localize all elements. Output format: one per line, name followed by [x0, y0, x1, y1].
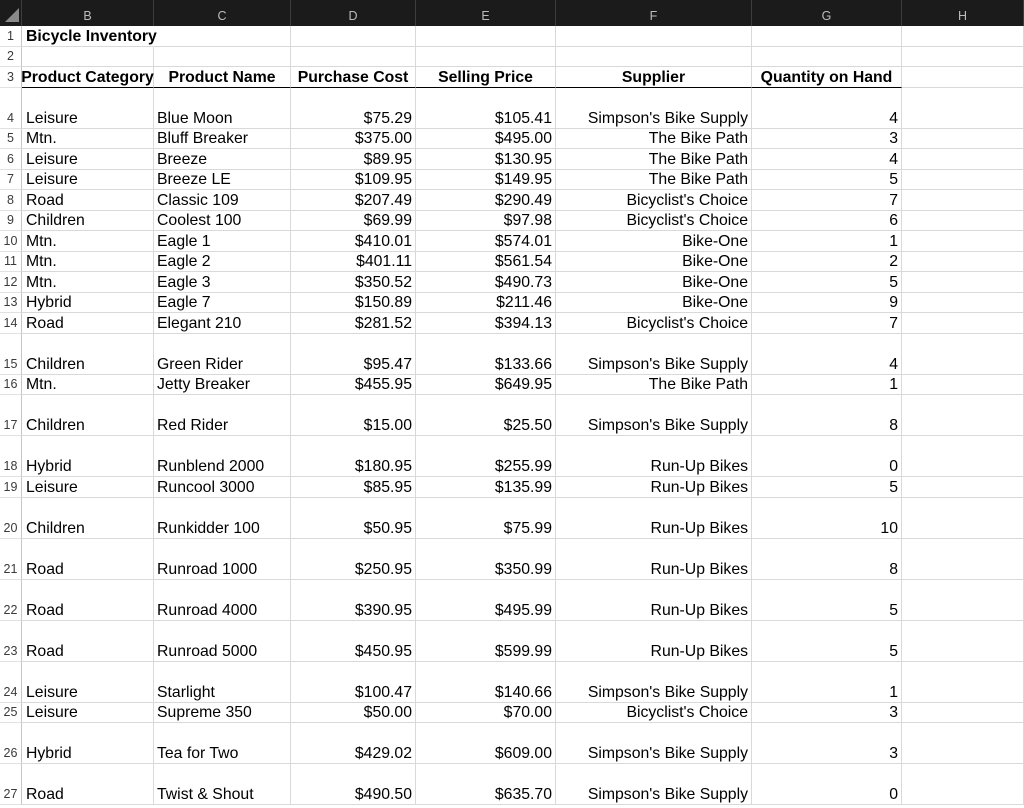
supplier-cell[interactable]: The Bike Path: [556, 149, 752, 170]
supplier-cell[interactable]: Run-Up Bikes: [556, 498, 752, 539]
row-header-23[interactable]: 23: [0, 621, 22, 662]
quantity-on-hand-cell[interactable]: 4: [752, 149, 902, 170]
supplier-cell[interactable]: Bicyclist's Choice: [556, 703, 752, 724]
quantity-on-hand-cell[interactable]: 2: [752, 252, 902, 273]
supplier-cell[interactable]: Simpson's Bike Supply: [556, 334, 752, 375]
empty-cell[interactable]: [902, 539, 1024, 580]
purchase-cost-header[interactable]: Purchase Cost: [291, 67, 416, 88]
purchase-cost-cell[interactable]: $455.95: [291, 375, 416, 396]
purchase-cost-cell[interactable]: $50.00: [291, 703, 416, 724]
sheet-row: [0, 395, 1024, 436]
product-category-cell[interactable]: Children: [22, 395, 154, 436]
product-name-cell[interactable]: Tea for Two: [154, 723, 291, 764]
empty-cell[interactable]: [902, 436, 1024, 477]
row-header-25[interactable]: 25: [0, 703, 22, 724]
purchase-cost-cell[interactable]: $69.99: [291, 211, 416, 232]
product-category-cell[interactable]: Leisure: [22, 703, 154, 724]
supplier-cell[interactable]: Simpson's Bike Supply: [556, 395, 752, 436]
empty-cell[interactable]: [902, 47, 1024, 68]
selling-price-cell[interactable]: $97.98: [416, 211, 556, 232]
quantity-on-hand-cell[interactable]: 0: [752, 436, 902, 477]
product-name-cell[interactable]: Runroad 1000: [154, 539, 291, 580]
row-header-15[interactable]: 15: [0, 334, 22, 375]
purchase-cost-cell[interactable]: $50.95: [291, 498, 416, 539]
quantity-on-hand-cell[interactable]: 3: [752, 703, 902, 724]
sheet-row: [0, 621, 1024, 662]
quantity-on-hand-cell[interactable]: 5: [752, 272, 902, 293]
supplier-cell[interactable]: Simpson's Bike Supply: [556, 764, 752, 805]
empty-cell[interactable]: [902, 313, 1024, 334]
quantity-on-hand-cell[interactable]: 4: [752, 88, 902, 129]
quantity-on-hand-cell[interactable]: 6: [752, 211, 902, 232]
selling-price-cell[interactable]: $394.13: [416, 313, 556, 334]
supplier-cell[interactable]: Simpson's Bike Supply: [556, 88, 752, 129]
selling-price-cell[interactable]: $75.99: [416, 498, 556, 539]
sheet-row: [0, 149, 1024, 170]
sheet-row: [0, 764, 1024, 805]
row-header-1[interactable]: 1: [0, 26, 22, 47]
empty-cell[interactable]: [902, 395, 1024, 436]
selling-price-cell[interactable]: $135.99: [416, 477, 556, 498]
empty-cell[interactable]: [902, 170, 1024, 191]
column-header-d[interactable]: D: [291, 0, 416, 26]
product-name-cell[interactable]: Breeze: [154, 149, 291, 170]
sheet-row: [0, 47, 1024, 68]
product-name-cell[interactable]: Eagle 7: [154, 293, 291, 314]
empty-cell[interactable]: [902, 211, 1024, 232]
product-name-cell[interactable]: Runroad 4000: [154, 580, 291, 621]
sheet-row: [0, 211, 1024, 232]
empty-cell[interactable]: [902, 129, 1024, 150]
supplier-cell[interactable]: The Bike Path: [556, 375, 752, 396]
row-header-19[interactable]: 19: [0, 477, 22, 498]
purchase-cost-cell[interactable]: $207.49: [291, 190, 416, 211]
column-header-g[interactable]: G: [752, 0, 902, 26]
quantity-on-hand-cell[interactable]: 0: [752, 764, 902, 805]
purchase-cost-cell[interactable]: $85.95: [291, 477, 416, 498]
purchase-cost-cell[interactable]: $95.47: [291, 334, 416, 375]
product-name-cell[interactable]: Eagle 2: [154, 252, 291, 273]
supplier-cell[interactable]: Bike-One: [556, 252, 752, 273]
product-name-cell[interactable]: Supreme 350: [154, 703, 291, 724]
product-category-cell[interactable]: Mtn.: [22, 375, 154, 396]
product-category-cell[interactable]: Mtn.: [22, 129, 154, 150]
row-header-17[interactable]: 17: [0, 395, 22, 436]
column-header-h[interactable]: H: [902, 0, 1024, 26]
product-category-cell[interactable]: Children: [22, 498, 154, 539]
product-category-cell[interactable]: Hybrid: [22, 293, 154, 314]
supplier-cell[interactable]: Run-Up Bikes: [556, 539, 752, 580]
selling-price-cell[interactable]: $105.41: [416, 88, 556, 129]
selling-price-cell[interactable]: $133.66: [416, 334, 556, 375]
sheet-row: [0, 190, 1024, 211]
quantity-on-hand-cell[interactable]: 10: [752, 498, 902, 539]
sheet-row: [0, 580, 1024, 621]
purchase-cost-cell[interactable]: $15.00: [291, 395, 416, 436]
row-header-16[interactable]: 16: [0, 375, 22, 396]
column-header-c[interactable]: C: [154, 0, 291, 26]
selling-price-cell[interactable]: $211.46: [416, 293, 556, 314]
selling-price-cell[interactable]: $495.00: [416, 129, 556, 150]
empty-cell[interactable]: [902, 662, 1024, 703]
supplier-cell[interactable]: Bicyclist's Choice: [556, 313, 752, 334]
empty-cell[interactable]: [752, 26, 902, 47]
row-header-6[interactable]: 6: [0, 149, 22, 170]
sheet-row: [0, 170, 1024, 191]
purchase-cost-cell[interactable]: $150.89: [291, 293, 416, 314]
row-header-26[interactable]: 26: [0, 723, 22, 764]
product-category-cell[interactable]: Mtn.: [22, 231, 154, 252]
purchase-cost-cell[interactable]: $281.52: [291, 313, 416, 334]
product-name-cell[interactable]: Eagle 3: [154, 272, 291, 293]
sheet-row: [0, 723, 1024, 764]
purchase-cost-cell[interactable]: $375.00: [291, 129, 416, 150]
product-name-cell[interactable]: Starlight: [154, 662, 291, 703]
quantity-on-hand-cell[interactable]: 5: [752, 621, 902, 662]
product-category-cell[interactable]: Mtn.: [22, 252, 154, 273]
row-header-20[interactable]: 20: [0, 498, 22, 539]
empty-cell[interactable]: [902, 703, 1024, 724]
row-header-9[interactable]: 9: [0, 211, 22, 232]
empty-cell[interactable]: [416, 26, 556, 47]
row-header-3[interactable]: 3: [0, 67, 22, 88]
quantity-on-hand-header[interactable]: Quantity on Hand: [752, 67, 902, 88]
empty-cell[interactable]: [902, 293, 1024, 314]
quantity-on-hand-cell[interactable]: 8: [752, 539, 902, 580]
sheet-row: [0, 88, 1024, 129]
product-category-cell[interactable]: Road: [22, 764, 154, 805]
row-header-21[interactable]: 21: [0, 539, 22, 580]
product-category-cell[interactable]: Road: [22, 580, 154, 621]
empty-cell[interactable]: [902, 580, 1024, 621]
quantity-on-hand-cell[interactable]: 1: [752, 375, 902, 396]
selling-price-cell[interactable]: $561.54: [416, 252, 556, 273]
product-name-cell[interactable]: Green Rider: [154, 334, 291, 375]
sheet-row: [0, 703, 1024, 724]
empty-cell[interactable]: [556, 26, 752, 47]
supplier-cell[interactable]: Bike-One: [556, 231, 752, 252]
sheet-row: [0, 272, 1024, 293]
selling-price-cell[interactable]: $574.01: [416, 231, 556, 252]
product-name-cell[interactable]: Runblend 2000: [154, 436, 291, 477]
empty-cell[interactable]: [556, 47, 752, 68]
empty-cell[interactable]: [902, 149, 1024, 170]
selling-price-cell[interactable]: $290.49: [416, 190, 556, 211]
purchase-cost-cell[interactable]: $89.95: [291, 149, 416, 170]
sheet-row: [0, 436, 1024, 477]
product-category-header[interactable]: Product Category: [21, 68, 154, 86]
purchase-cost-cell[interactable]: $450.95: [291, 621, 416, 662]
quantity-on-hand-cell[interactable]: 4: [752, 334, 902, 375]
product-category-cell[interactable]: Road: [22, 190, 154, 211]
supplier-header[interactable]: Supplier: [556, 67, 752, 88]
supplier-cell[interactable]: Simpson's Bike Supply: [556, 662, 752, 703]
quantity-on-hand-cell[interactable]: 5: [752, 580, 902, 621]
empty-cell[interactable]: [902, 334, 1024, 375]
supplier-cell[interactable]: Run-Up Bikes: [556, 621, 752, 662]
quantity-on-hand-cell[interactable]: 9: [752, 293, 902, 314]
sheet-title-cell[interactable]: Bicycle Inventory: [22, 26, 154, 47]
product-name-cell[interactable]: Runroad 5000: [154, 621, 291, 662]
empty-cell[interactable]: [154, 26, 291, 47]
row-header-24[interactable]: 24: [0, 662, 22, 703]
sheet-row: [0, 129, 1024, 150]
product-name-cell[interactable]: Jetty Breaker: [154, 375, 291, 396]
product-name-cell[interactable]: Blue Moon: [154, 88, 291, 129]
supplier-cell[interactable]: Run-Up Bikes: [556, 580, 752, 621]
selling-price-cell[interactable]: $599.99: [416, 621, 556, 662]
column-header-b[interactable]: B: [22, 0, 154, 26]
empty-cell[interactable]: [902, 252, 1024, 273]
product-category-cell[interactable]: Leisure: [22, 170, 154, 191]
sheet-row: [0, 293, 1024, 314]
selling-price-cell[interactable]: $495.99: [416, 580, 556, 621]
product-name-cell[interactable]: Classic 109: [154, 190, 291, 211]
row-header-18[interactable]: 18: [0, 436, 22, 477]
supplier-cell[interactable]: The Bike Path: [556, 170, 752, 191]
product-name-cell[interactable]: Elegant 210: [154, 313, 291, 334]
selling-price-cell[interactable]: $130.95: [416, 149, 556, 170]
row-header-10[interactable]: 10: [0, 231, 22, 252]
purchase-cost-cell[interactable]: $100.47: [291, 662, 416, 703]
empty-cell[interactable]: [902, 375, 1024, 396]
product-category-cell[interactable]: Leisure: [22, 477, 154, 498]
quantity-on-hand-cell[interactable]: 1: [752, 231, 902, 252]
row-header-14[interactable]: 14: [0, 313, 22, 334]
quantity-on-hand-cell[interactable]: 5: [752, 170, 902, 191]
selling-price-cell[interactable]: $70.00: [416, 703, 556, 724]
purchase-cost-cell[interactable]: $390.95: [291, 580, 416, 621]
sheet-row: [0, 334, 1024, 375]
selling-price-cell[interactable]: $649.95: [416, 375, 556, 396]
product-name-header[interactable]: Product Name: [154, 67, 291, 88]
sheet-row: [0, 498, 1024, 539]
sheet-row: [0, 67, 1024, 88]
purchase-cost-cell[interactable]: $350.52: [291, 272, 416, 293]
row-header-27[interactable]: 27: [0, 764, 22, 805]
selling-price-cell[interactable]: $609.00: [416, 723, 556, 764]
row-header-4[interactable]: 4: [0, 88, 22, 129]
empty-cell[interactable]: [291, 26, 416, 47]
empty-cell[interactable]: [902, 231, 1024, 252]
quantity-on-hand-cell[interactable]: 8: [752, 395, 902, 436]
product-name-cell[interactable]: Coolest 100: [154, 211, 291, 232]
quantity-on-hand-cell[interactable]: 1: [752, 662, 902, 703]
product-name-cell[interactable]: Runcool 3000: [154, 477, 291, 498]
purchase-cost-cell[interactable]: $109.95: [291, 170, 416, 191]
quantity-on-hand-cell[interactable]: 7: [752, 313, 902, 334]
empty-cell[interactable]: [902, 498, 1024, 539]
worksheet-grid: [0, 26, 1024, 805]
selling-price-cell[interactable]: $149.95: [416, 170, 556, 191]
supplier-cell[interactable]: Bicyclist's Choice: [556, 190, 752, 211]
product-name-cell[interactable]: Red Rider: [154, 395, 291, 436]
sheet-row: [0, 313, 1024, 334]
product-name-cell[interactable]: Eagle 1: [154, 231, 291, 252]
supplier-cell[interactable]: Bicyclist's Choice: [556, 211, 752, 232]
selling-price-cell[interactable]: $635.70: [416, 764, 556, 805]
product-name-cell[interactable]: Twist & Shout: [154, 764, 291, 805]
empty-cell[interactable]: [416, 47, 556, 68]
quantity-on-hand-cell[interactable]: 5: [752, 477, 902, 498]
purchase-cost-cell[interactable]: $75.29: [291, 88, 416, 129]
purchase-cost-cell[interactable]: $429.02: [291, 723, 416, 764]
selling-price-header[interactable]: Selling Price: [416, 67, 556, 88]
product-category-cell[interactable]: Children: [22, 211, 154, 232]
column-header-bar: [0, 0, 1024, 26]
product-category-cell[interactable]: Leisure: [22, 662, 154, 703]
quantity-on-hand-cell[interactable]: 3: [752, 723, 902, 764]
empty-cell[interactable]: [902, 477, 1024, 498]
product-name-cell[interactable]: Runkidder 100: [154, 498, 291, 539]
empty-cell[interactable]: [291, 47, 416, 68]
product-category-cell[interactable]: Road: [22, 313, 154, 334]
sheet-row: [0, 375, 1024, 396]
product-name-cell[interactable]: Bluff Breaker: [154, 129, 291, 150]
row-header-22[interactable]: 22: [0, 580, 22, 621]
product-category-cell[interactable]: Hybrid: [22, 436, 154, 477]
empty-cell[interactable]: [902, 621, 1024, 662]
purchase-cost-cell[interactable]: $180.95: [291, 436, 416, 477]
supplier-cell[interactable]: Run-Up Bikes: [556, 477, 752, 498]
row-header-12[interactable]: 12: [0, 272, 22, 293]
empty-cell[interactable]: [902, 26, 1024, 47]
supplier-cell[interactable]: Bike-One: [556, 293, 752, 314]
product-category-cell[interactable]: Leisure: [22, 149, 154, 170]
sheet-row: [0, 252, 1024, 273]
product-category-cell[interactable]: Road: [22, 539, 154, 580]
selling-price-cell[interactable]: $255.99: [416, 436, 556, 477]
sheet-row: [0, 662, 1024, 703]
row-header-2[interactable]: 2: [0, 47, 22, 68]
product-category-cell[interactable]: Leisure: [22, 88, 154, 129]
selling-price-cell[interactable]: $25.50: [416, 395, 556, 436]
empty-cell[interactable]: [752, 47, 902, 68]
row-header-7[interactable]: 7: [0, 170, 22, 191]
product-category-cell[interactable]: Children: [22, 334, 154, 375]
purchase-cost-cell[interactable]: $250.95: [291, 539, 416, 580]
column-header-e[interactable]: E: [416, 0, 556, 26]
row-header-11[interactable]: 11: [0, 252, 22, 273]
supplier-cell[interactable]: Run-Up Bikes: [556, 436, 752, 477]
selling-price-cell[interactable]: $140.66: [416, 662, 556, 703]
supplier-cell[interactable]: Bike-One: [556, 272, 752, 293]
supplier-cell[interactable]: The Bike Path: [556, 129, 752, 150]
empty-cell[interactable]: [902, 723, 1024, 764]
empty-cell[interactable]: [22, 47, 154, 68]
quantity-on-hand-cell[interactable]: 3: [752, 129, 902, 150]
product-category-cell[interactable]: Road: [22, 621, 154, 662]
product-name-cell[interactable]: Breeze LE: [154, 170, 291, 191]
product-category-cell[interactable]: Mtn.: [22, 272, 154, 293]
sheet-row: [0, 231, 1024, 252]
selling-price-cell[interactable]: $490.73: [416, 272, 556, 293]
sheet-row: [0, 477, 1024, 498]
row-header-5[interactable]: 5: [0, 129, 22, 150]
sheet-row: [0, 539, 1024, 580]
select-all-triangle-icon: [5, 8, 19, 22]
purchase-cost-cell[interactable]: $401.11: [291, 252, 416, 273]
selling-price-cell[interactable]: $350.99: [416, 539, 556, 580]
quantity-on-hand-cell[interactable]: 7: [752, 190, 902, 211]
select-all-button[interactable]: [0, 0, 22, 26]
column-header-f[interactable]: F: [556, 0, 752, 26]
purchase-cost-cell[interactable]: $490.50: [291, 764, 416, 805]
supplier-cell[interactable]: Simpson's Bike Supply: [556, 723, 752, 764]
product-category-cell[interactable]: Hybrid: [22, 723, 154, 764]
empty-cell[interactable]: [154, 47, 291, 68]
empty-cell[interactable]: [902, 272, 1024, 293]
purchase-cost-cell[interactable]: $410.01: [291, 231, 416, 252]
empty-cell[interactable]: [902, 88, 1024, 129]
row-header-13[interactable]: 13: [0, 293, 22, 314]
empty-cell[interactable]: [902, 67, 1024, 88]
empty-cell[interactable]: [902, 764, 1024, 805]
row-header-8[interactable]: 8: [0, 190, 22, 211]
sheet-row: [0, 26, 1024, 47]
empty-cell[interactable]: [902, 190, 1024, 211]
